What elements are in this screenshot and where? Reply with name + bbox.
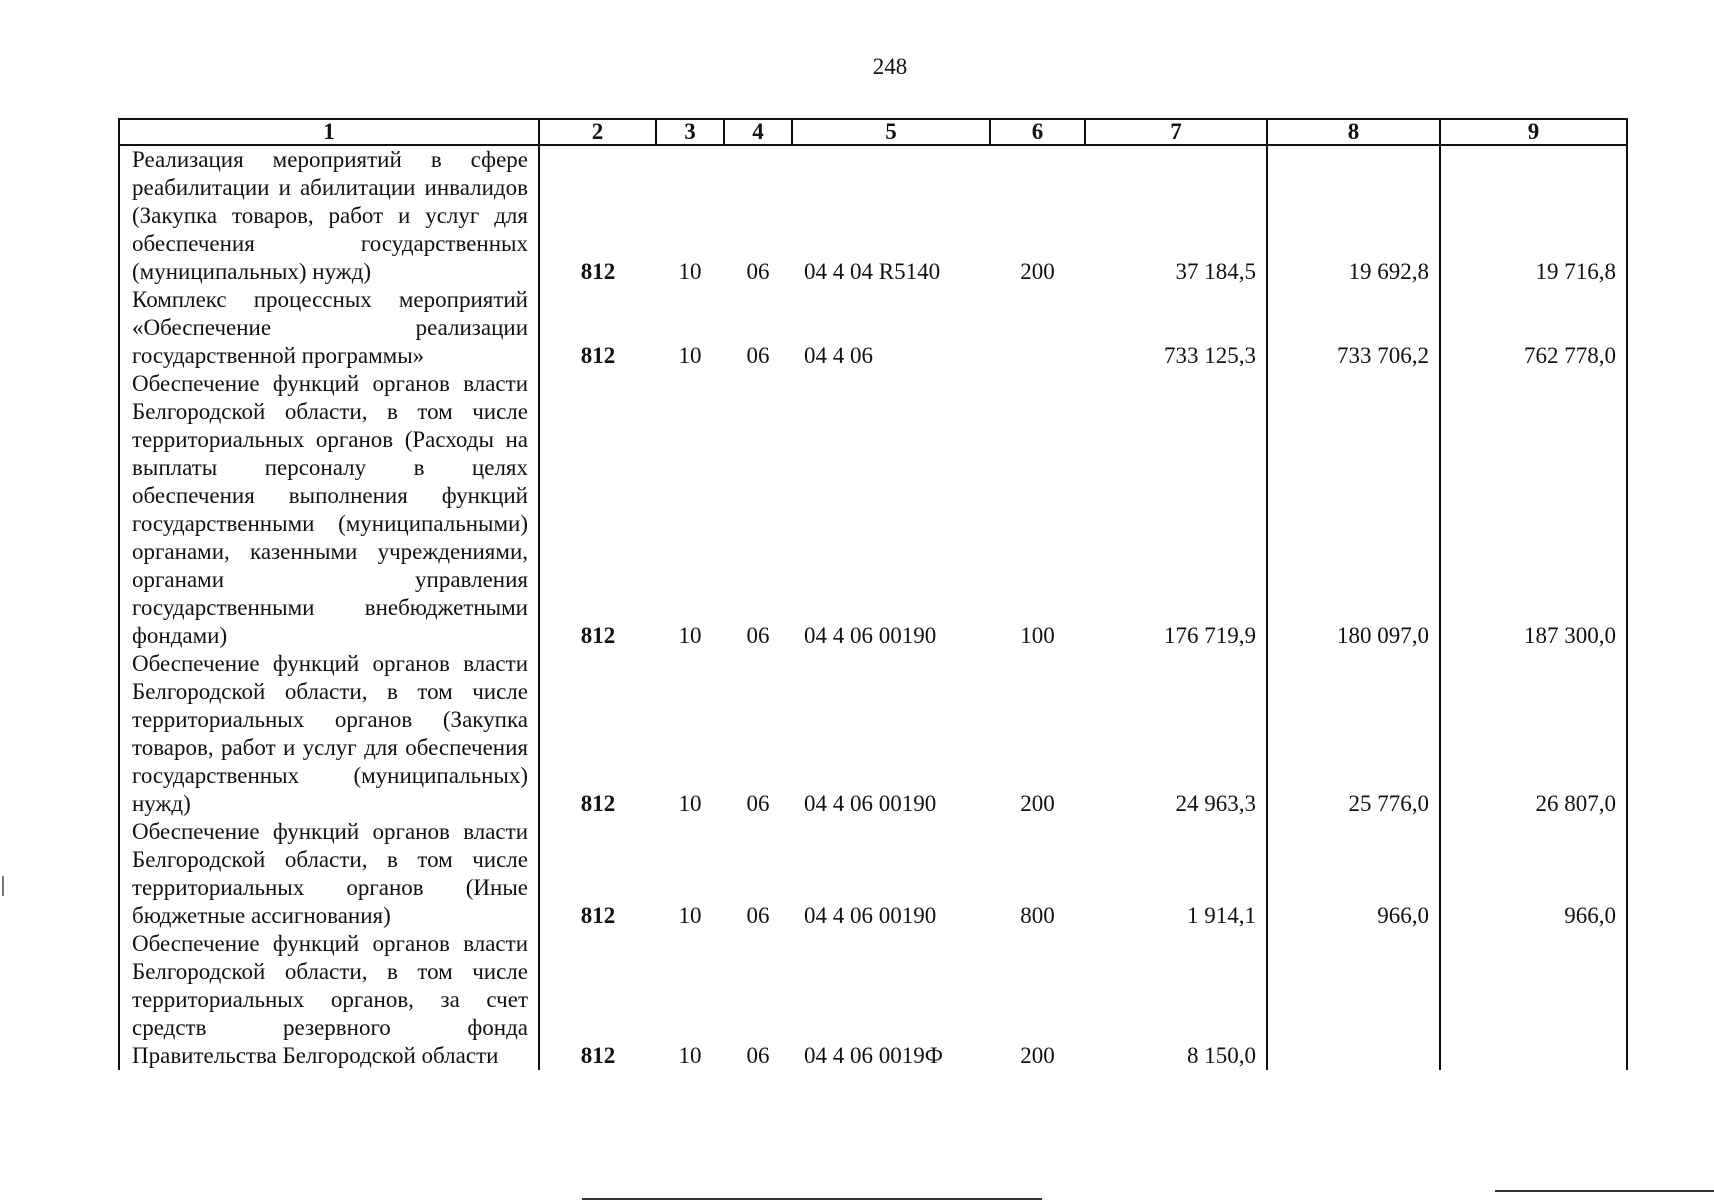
table-row — [119, 650, 1627, 818]
header-col-5: 5 — [792, 119, 990, 145]
page-number: 248 — [872, 54, 908, 79]
cell-subsection: 06 — [746, 343, 770, 368]
cell-expense-type: 800 — [1020, 903, 1055, 928]
cell-amount-col-9: 26 807,0 — [1440, 650, 1627, 818]
cell-amount-col-9: 187 300,0 — [1440, 370, 1627, 650]
row-name: Комплекс процессных мероприятий «Обеспечение реализации государственной программы» — [119, 286, 539, 370]
cell-subsection: 06 — [746, 623, 770, 648]
cell-target-article: 04 4 04 R5140 — [804, 259, 941, 284]
header-col-1: 1 — [119, 119, 539, 145]
cell-amount-col-9: 762 778,0 — [1440, 286, 1627, 370]
cell-expense-type: 200 — [1020, 259, 1055, 284]
cell-ministry-code: 812 — [539, 650, 656, 818]
table-row — [119, 145, 1627, 286]
table-row — [119, 286, 1627, 370]
cell-amount-col-9: 19 716,8 — [1440, 145, 1627, 286]
header-col-6: 6 — [990, 119, 1085, 145]
cell-target-article: 04 4 06 0019Ф — [804, 1043, 943, 1068]
header-col-3: 3 — [656, 119, 724, 145]
margin-mark — [2, 876, 4, 896]
cell-amount-col-8: 19 692,8 — [1267, 145, 1440, 286]
cell-subsection: 06 — [746, 1043, 770, 1068]
cell-amount-col-7: 8 150,0 — [1085, 930, 1267, 1070]
cell-section: 10 — [678, 343, 702, 368]
header-col-9: 9 — [1440, 119, 1627, 145]
table-row — [119, 818, 1627, 930]
cell-target-article: 04 4 06 00190 — [804, 791, 937, 816]
cell-section: 10 — [678, 791, 702, 816]
cell-target-article: 04 4 06 00190 — [804, 903, 937, 928]
header-col-4: 4 — [724, 119, 792, 145]
header-col-2: 2 — [539, 119, 656, 145]
cell-expense-type — [990, 286, 1085, 370]
row-name: Обеспечение функций органов власти Белгородской области, в том числе территориальных органов (Расходы на выплаты персоналу в целях обеспечения выполнения функций государственными (муниципальными) органами, казенными учреждениями, органами управления государственными внебюджетными фондами) — [119, 370, 539, 650]
cell-subsection: 06 — [746, 259, 770, 284]
cell-amount-col-7: 733 125,3 — [1085, 286, 1267, 370]
cell-amount-col-8: 733 706,2 — [1267, 286, 1440, 370]
header-row — [119, 119, 1627, 145]
cell-amount-col-9 — [1440, 930, 1627, 1070]
corner-divider-line — [1495, 1190, 1714, 1192]
cell-expense-type: 200 — [1020, 1043, 1055, 1068]
cell-amount-col-8: 966,0 — [1267, 818, 1440, 930]
cell-ministry-code: 812 — [539, 145, 656, 286]
cell-amount-col-7: 1 914,1 — [1085, 818, 1267, 930]
cell-ministry-code: 812 — [539, 818, 656, 930]
cell-section: 10 — [678, 259, 702, 284]
cell-amount-col-8 — [1267, 930, 1440, 1070]
cell-section: 10 — [678, 623, 702, 648]
cell-amount-col-9: 966,0 — [1440, 818, 1627, 930]
header-col-8: 8 — [1267, 119, 1440, 145]
cell-ministry-code: 812 — [539, 370, 656, 650]
cell-expense-type: 200 — [1020, 791, 1055, 816]
cell-subsection: 06 — [746, 791, 770, 816]
table-row — [119, 370, 1627, 650]
cell-amount-col-7: 37 184,5 — [1085, 145, 1267, 286]
cell-amount-col-7: 176 719,9 — [1085, 370, 1267, 650]
cell-target-article: 04 4 06 00190 — [804, 623, 937, 648]
cell-ministry-code: 812 — [539, 286, 656, 370]
row-name: Реализация мероприятий в сфере реабилитации и абилитации инвалидов (Закупка товаров, работ и услуг для обеспечения государственных (муниципальных) нужд) — [119, 145, 539, 286]
cell-amount-col-8: 25 776,0 — [1267, 650, 1440, 818]
table-row — [119, 930, 1627, 1070]
cell-amount-col-7: 24 963,3 — [1085, 650, 1267, 818]
cell-section: 10 — [678, 903, 702, 928]
cell-section: 10 — [678, 1043, 702, 1068]
cell-ministry-code: 812 — [539, 930, 656, 1070]
row-name: Обеспечение функций органов власти Белгородской области, в том числе территориальных органов (Иные бюджетные ассигнования) — [119, 818, 539, 930]
cell-target-article: 04 4 06 — [804, 343, 873, 368]
row-name: Обеспечение функций органов власти Белгородской области, в том числе территориальных органов (Закупка товаров, работ и услуг для обеспечения государственных (муниципальных) нужд) — [119, 650, 539, 818]
row-name: Обеспечение функций органов власти Белгородской области, в том числе территориальных органов, за счет средств резервного фонда Правительства Белгородской области — [119, 930, 539, 1070]
cell-expense-type: 100 — [1020, 623, 1055, 648]
header-col-7: 7 — [1085, 119, 1267, 145]
cell-amount-col-8: 180 097,0 — [1267, 370, 1440, 650]
cell-subsection: 06 — [746, 903, 770, 928]
budget-table — [118, 118, 1628, 1070]
